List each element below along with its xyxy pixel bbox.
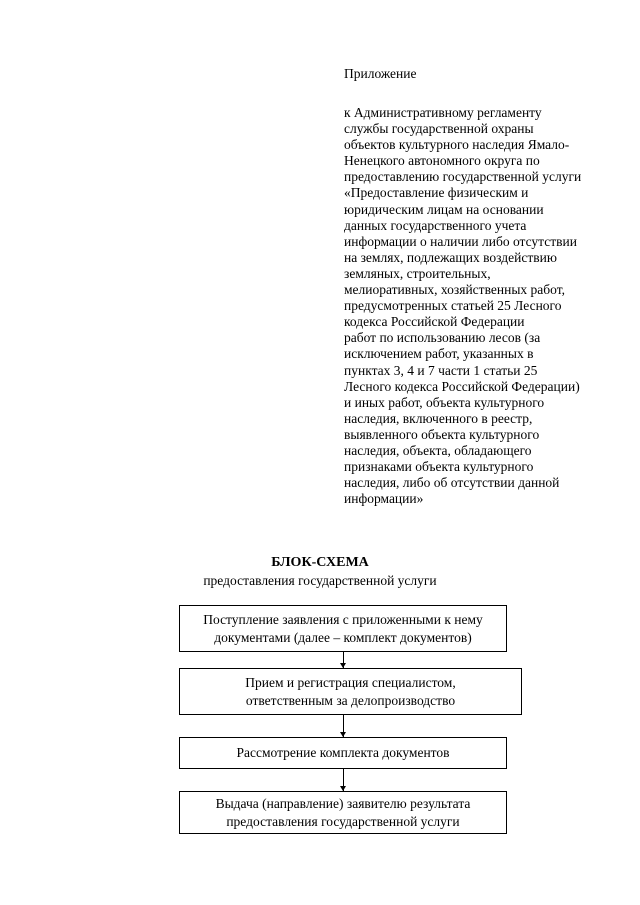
- flow-arrow-down: [343, 715, 344, 737]
- scheme-subtitle: предоставления государственной услуги: [203, 573, 437, 588]
- step-text-line: Поступление заявления с приложенными к нему: [203, 611, 483, 627]
- step-text-line: Рассмотрение комплекта документов: [236, 745, 450, 760]
- appendix-line: пунктах 3, 4 и 7 части 1 статьи 25: [344, 362, 538, 378]
- step-text-line: Прием и регистрация специалистом,: [245, 674, 456, 690]
- appendix-line: исключением работ, указанных в: [344, 346, 534, 362]
- appendix-line: Ненецкого автономного округа по: [344, 153, 540, 169]
- appendix-line: мелиоративных, хозяйственных работ,: [344, 282, 565, 298]
- appendix-line: данных государственного учета: [344, 217, 527, 233]
- flowchart-step-review: [179, 737, 507, 769]
- appendix-line: признаками объекта культурного: [344, 459, 534, 475]
- appendix-line: наследия, либо об отсутствии данной: [344, 475, 560, 491]
- appendix-line: информации»: [344, 491, 424, 507]
- appendix-line: выявленного объекта культурного: [344, 426, 540, 442]
- scheme-title: БЛОК-СХЕМА: [271, 555, 369, 570]
- appendix-line: земляных, строительных,: [344, 265, 491, 281]
- appendix-line: и иных работ, объекта культурного: [344, 394, 545, 410]
- step-text-line: предоставления государственной услуги: [226, 813, 460, 829]
- flow-arrow-down: [343, 769, 344, 791]
- appendix-line: на землях, подлежащих воздействию: [344, 249, 557, 265]
- appendix-line: наследия, включенного в реестр,: [344, 410, 533, 426]
- step-text-line: документами (далее – комплект документов): [214, 629, 472, 645]
- appendix-line: предусмотренных статьей 25 Лесного: [344, 298, 562, 314]
- flow-arrow-down: [343, 652, 344, 668]
- step-text-line: Выдача (направление) заявителю результата: [215, 795, 471, 811]
- appendix-line: объектов культурного наследия Ямало-: [344, 137, 570, 153]
- appendix-line: службы государственной охраны: [344, 121, 534, 137]
- appendix-line: Лесного кодекса Российской Федерации): [344, 378, 580, 394]
- flowchart-step-issuance: [179, 791, 507, 834]
- appendix-title: Приложение: [344, 66, 417, 81]
- appendix-line: работ по использованию лесов (за: [344, 330, 541, 346]
- step-text-line: ответственным за делопроизводство: [245, 692, 456, 708]
- appendix-line: предоставлению государственной услуги: [344, 169, 582, 185]
- appendix-line: к Административному регламенту: [344, 105, 542, 120]
- flowchart-step-registration: [179, 668, 522, 715]
- appendix-line: кодекса Российской Федерации: [344, 314, 525, 330]
- flowchart-step-receipt: [179, 605, 507, 652]
- appendix-text: [344, 105, 624, 507]
- appendix-line: «Предоставление физическим и: [344, 185, 529, 201]
- appendix-header: [344, 66, 624, 507]
- appendix-line: информации о наличии либо отсутствии: [344, 233, 577, 249]
- appendix-line: наследия, объекта, обладающего: [344, 442, 532, 458]
- appendix-line: юридическим лицам на основании: [344, 201, 544, 217]
